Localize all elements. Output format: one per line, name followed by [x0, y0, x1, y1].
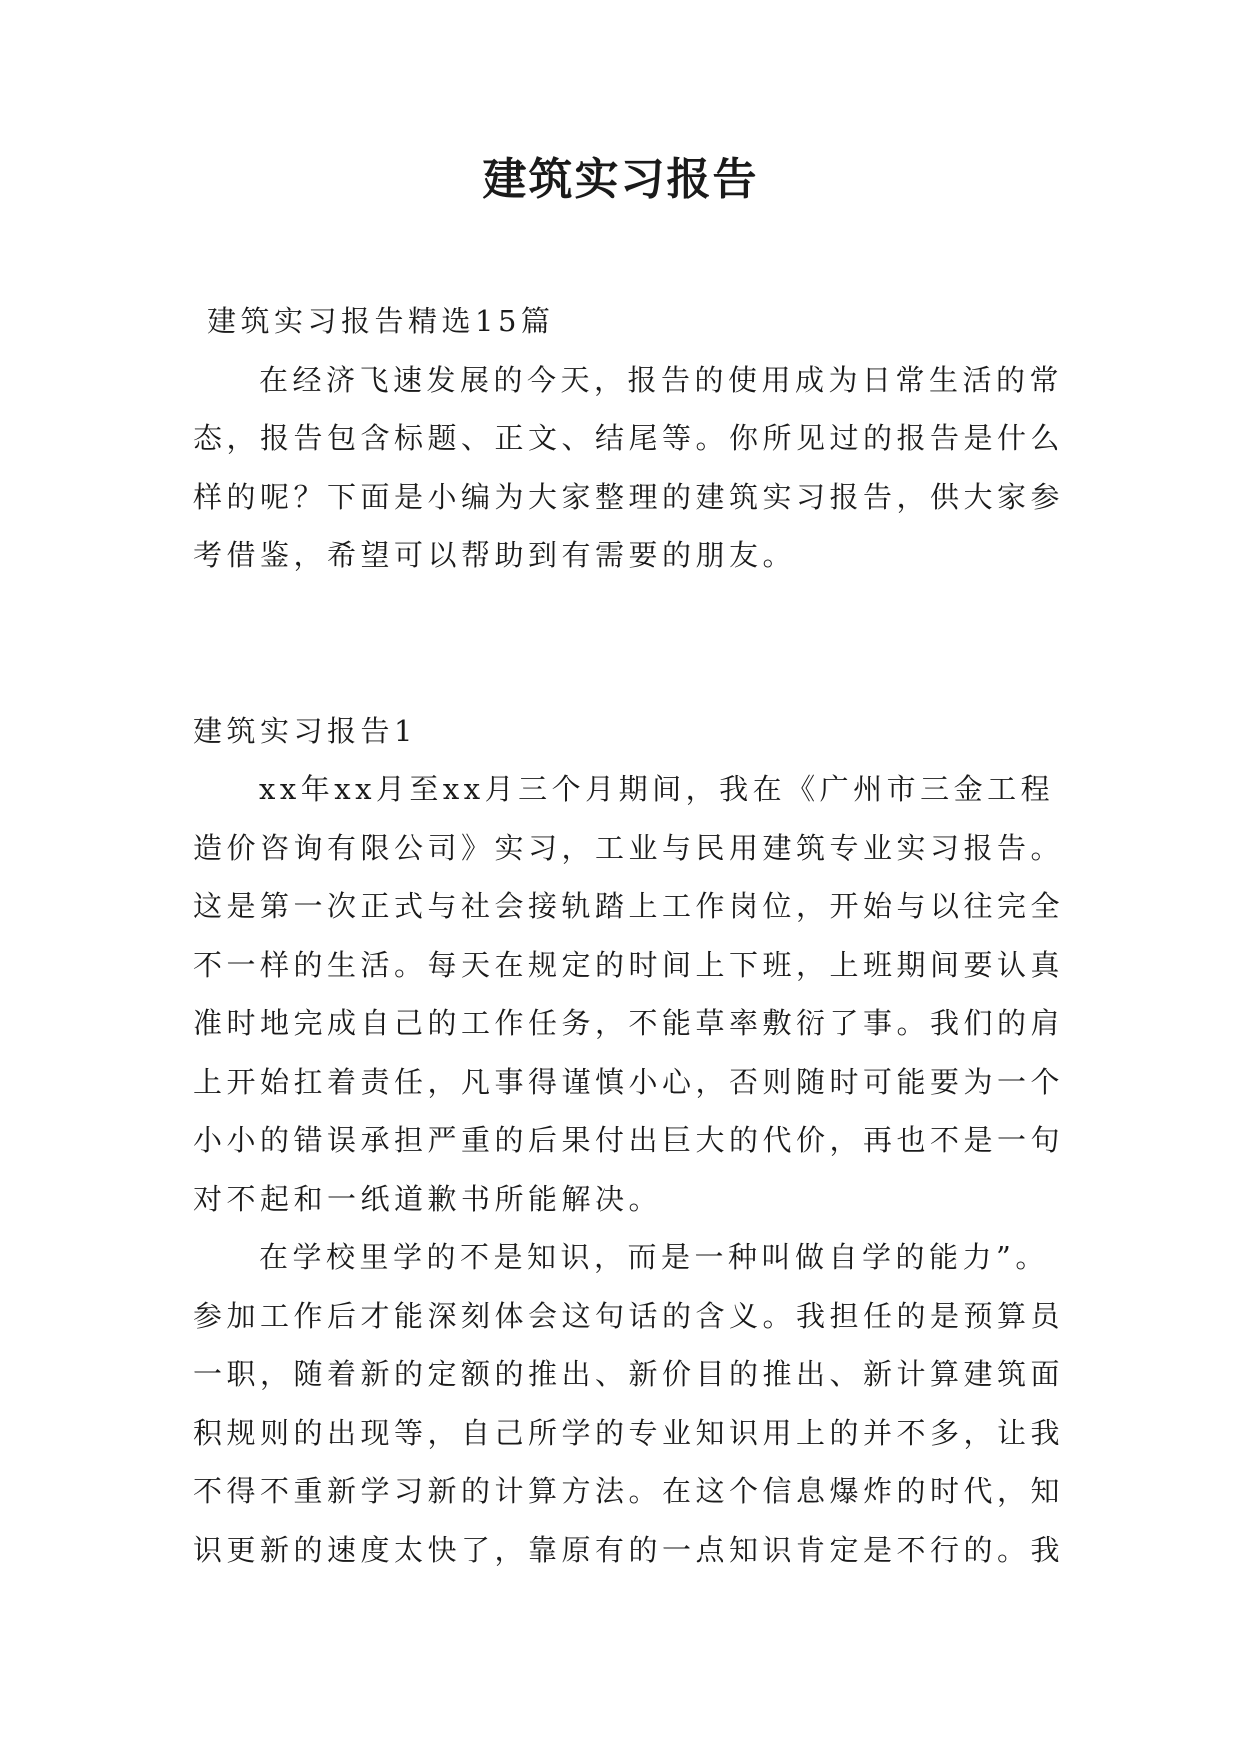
paragraph-line: 样的呢？下面是小编为大家整理的建筑实习报告，供大家参	[193, 479, 1065, 514]
paragraph-line: xx年xx月至xx月三个月期间，我在《广州市三金工程	[259, 772, 1055, 806]
document-body	[193, 292, 1073, 1579]
section-paragraph-1	[193, 760, 1073, 1228]
paragraph-line: 一职，随着新的定额的推出、新价目的推出、新计算建筑面	[193, 1357, 1065, 1391]
paragraph-line: 积规则的出现等，自己所学的专业知识用上的并不多，让我	[193, 1415, 1065, 1450]
document-subtitle: 建筑实习报告精选15篇	[207, 304, 555, 338]
spacer	[193, 585, 1073, 702]
paragraph-line: 参加工作后才能深刻体会这句话的含义。我担任的是预算员	[193, 1298, 1065, 1333]
paragraph-line: 在学校里学的不是知识，而是一种叫做自学的能力”。	[259, 1240, 1049, 1274]
paragraph-line: 考借鉴，希望可以帮助到有需要的朋友。	[193, 538, 797, 572]
document-title: 建筑实习报告	[482, 154, 759, 205]
paragraph-line: 不一样的生活。每天在规定的时间上下班，上班期间要认真	[193, 947, 1065, 982]
section-paragraph-2	[193, 1228, 1073, 1579]
paragraph-line: 不得不重新学习新的计算方法。在这个信息爆炸的时代，知	[193, 1474, 1065, 1508]
paragraph-line: 这是第一次正式与社会接轨踏上工作岗位，开始与以往完全	[193, 889, 1065, 923]
paragraph-line: 识更新的速度太快了，靠原有的一点知识肯定是不行的。我	[193, 1532, 1065, 1567]
paragraph-line: 上开始扛着责任，凡事得谨慎小心，否则随时可能要为一个	[193, 1064, 1065, 1099]
paragraph-line: 准时地完成自己的工作任务，不能草率敷衍了事。我们的肩	[193, 1006, 1065, 1040]
paragraph-line: 造价咨询有限公司》实习，工业与民用建筑专业实习报告。	[193, 830, 1065, 865]
paragraph-line: 对不起和一纸道歉书所能解决。	[193, 1181, 663, 1216]
paragraph-line: 在经济飞速发展的今天，报告的使用成为日常生活的常	[259, 362, 1064, 397]
paragraph-line: 小小的错误承担严重的后果付出巨大的代价，再也不是一句	[193, 1123, 1065, 1157]
intro-paragraph	[193, 351, 1073, 585]
section-heading: 建筑实习报告1	[193, 713, 417, 748]
paragraph-line: 态，报告包含标题、正文、结尾等。你所见过的报告是什么	[193, 421, 1065, 455]
